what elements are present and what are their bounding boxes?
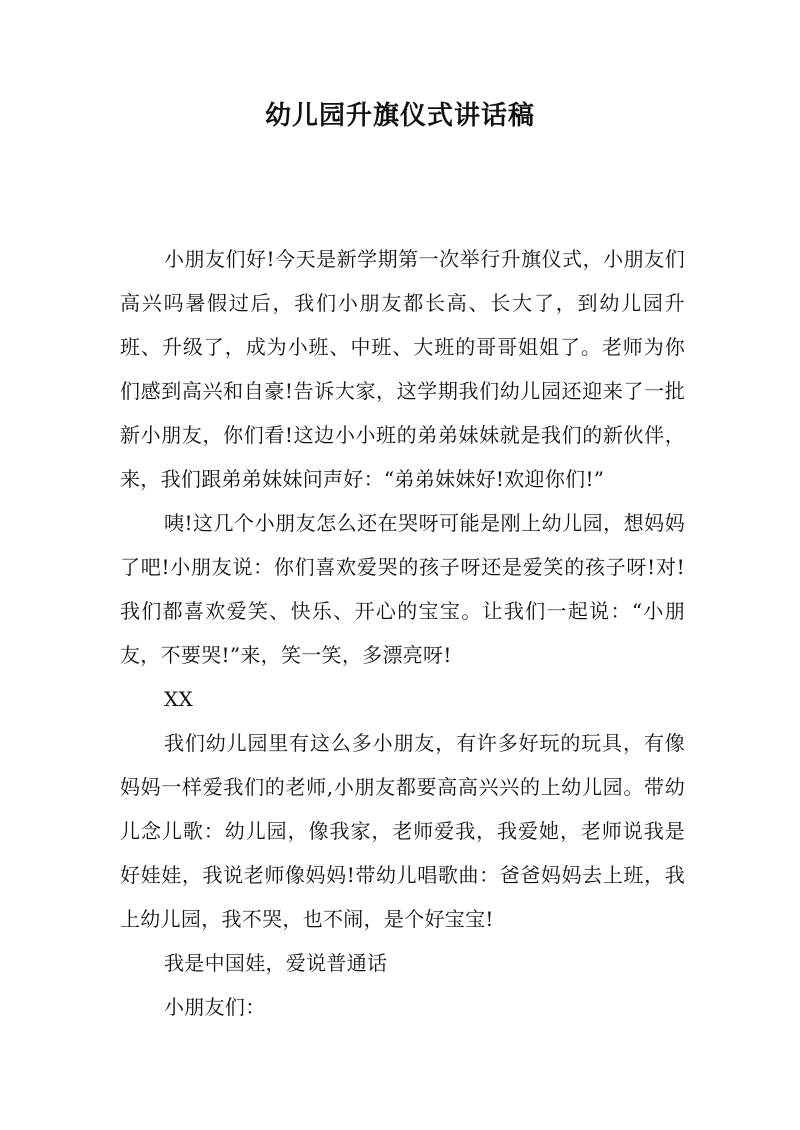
paragraph-smile: 咦!这几个小朋友怎么还在哭呀可能是刚上幼儿园，想妈妈了吧!小朋友说：你们喜欢爱哭的孩子呀还是爱笑的孩子呀!对!我们都喜欢爱笑、快乐、开心的宝宝。让我们一起说：“小朋友，不要哭!”来，笑一笑，多漂亮呀! xyxy=(120,511,685,667)
paragraph-chinese-kid: 我是中国娃，爱说普通话 xyxy=(164,951,388,975)
paragraph-greeting: 小朋友们好!今天是新学期第一次举行升旗仪式，小朋友们高兴吗暑假过后，我们小朋友都长高、长大了，到幼儿园升班、升级了，成为小班、中班、大班的哥哥姐姐了。老师为你们感到高兴和自豪!告诉大家，这学期我们幼儿园还迎来了一批新小朋友，你们看!这边小小班的弟弟妹妹就是我们的新伙伴，来，我们跟弟弟妹妹问声好：“弟弟妹妹好!欢迎你们!” xyxy=(120,247,685,491)
paragraph-placeholder: XX xyxy=(164,687,194,711)
paragraph-address: 小朋友们： xyxy=(164,995,266,1019)
document-body xyxy=(120,237,685,1029)
document-title: 幼儿园升旗仪式讲话稿 xyxy=(264,101,535,131)
paragraph-kindergarten: 我们幼儿园里有这么多小朋友，有许多好玩的玩具，有像妈妈一样爱我们的老师,小朋友都要高高兴兴的上幼儿园。带幼儿念儿歌：幼儿园，像我家，老师爱我，我爱她，老师说我是好娃娃，我说老师像妈妈!带幼儿唱歌曲：爸爸妈妈去上班，我上幼儿园，我不哭，也不闹，是个好宝宝! xyxy=(120,731,685,931)
